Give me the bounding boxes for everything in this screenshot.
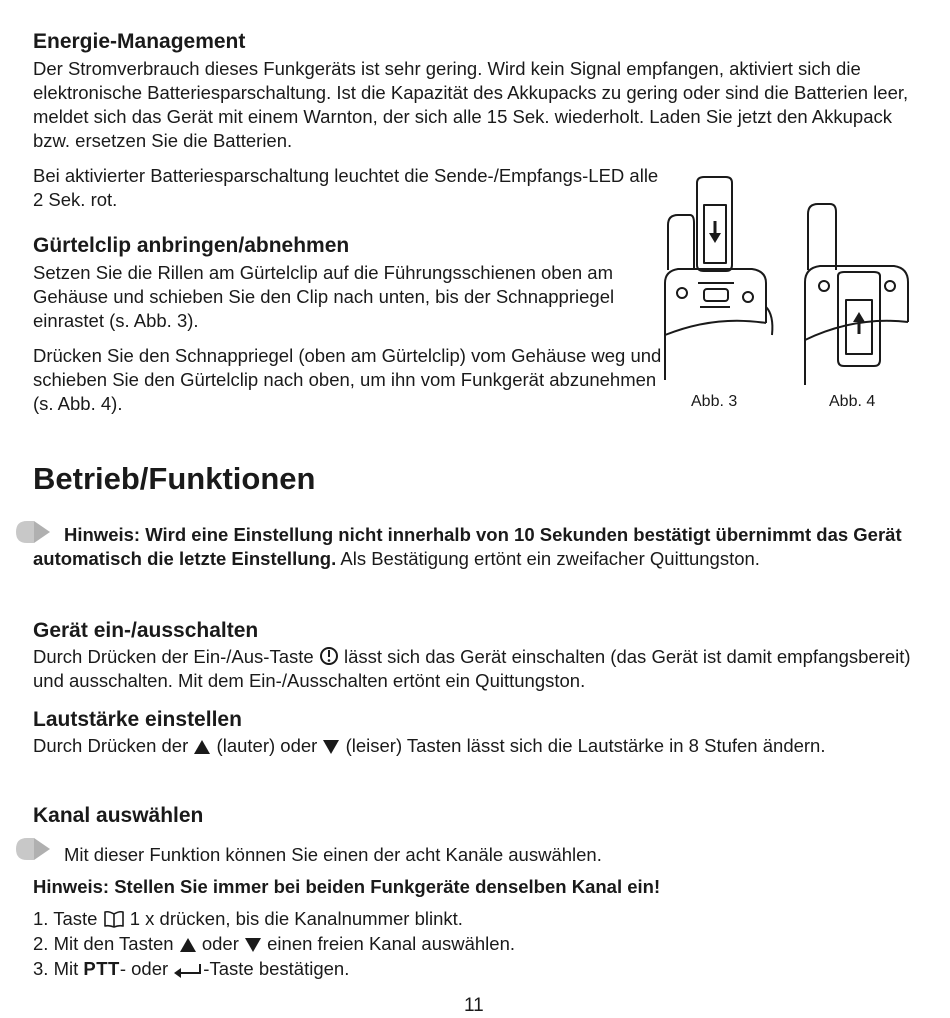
volume-text-3: (leiser) Tasten lässt sich die Lautstärke in 8 Stufen ändern. [340,735,826,756]
triangle-up-icon [193,739,211,755]
step-1-text-a: 1. Taste [33,908,103,929]
energy-paragraph-2: Bei aktivierter Batteriesparschaltung leuchtet die Sende-/Empfangs-LED alle 2 Sek. rot. [33,165,659,210]
step-1-text-b: 1 x drücken, bis die Kanalnummer blinkt. [124,908,463,929]
triangle-down-icon [244,937,262,953]
channel-hint: Hinweis: Stellen Sie immer bei beiden Funkgeräte denselben Kanal ein! [33,876,661,897]
belt-clip-attach-figure [660,175,780,385]
ptt-key-label: PTT [83,958,120,979]
volume-text-2: (lauter) oder [211,735,323,756]
heading-volume: Lautstärke einstellen [33,708,242,731]
step-2-text-c: einen freien Kanal auswählen. [262,933,516,954]
operation-hint-rest: Als Bestätigung ertönt ein zweifacher Quittungston. [336,548,760,569]
operation-hint-bold: Hinweis: Wird eine Einstellung nicht innerhalb von 10 Sekunden bestätigt übernimmt das Gerät automatisch die letzte Einstellung. [33,524,902,569]
operation-hint [33,523,913,571]
step-3-text-a: 3. Mit [33,958,84,979]
power-text-before: Durch Drücken der Ein-/Aus-Taste [33,646,319,667]
figure-4-caption: Abb. 4 [829,393,876,410]
step-2-text-a: 2. Mit den Tasten [33,933,179,954]
volume-text-1: Durch Drücken der [33,735,194,756]
heading-energy-management: Energie-Management [33,30,246,53]
step-3-text-b: - oder [119,958,174,979]
channel-intro: Mit dieser Funktion können Sie einen der acht Kanäle auswählen. [64,844,602,865]
triangle-up-icon [179,937,197,953]
heading-power: Gerät ein-/ausschalten [33,619,259,642]
hint-arrow-icon [14,836,52,862]
channel-step-1 [33,907,463,931]
channel-step-3 [33,957,349,981]
belt-clip-paragraph-2: Drücken Sie den Schnappriegel (oben am Gürtelclip) vom Gehäuse weg und schieben Sie den Gürtelclip nach oben, um ihn vom Funkgerät abzunehmen (s. Abb. 4). [33,345,662,414]
power-text-after: lässt sich das Gerät einschalten (das Gerät ist damit empfangsbereit) und ausschalten. Mit dem Ein-/Ausschalten ertönt ein Quittungston. [33,646,911,691]
step-2-text-b: oder [196,933,244,954]
energy-paragraph-1: Der Stromverbrauch dieses Funkgeräts ist sehr gering. Wird kein Signal empfangen, aktiviert sich die elektronische Batteriesparschaltung. Ist die Kapazität des Akkupacks zu gering oder sind die Batterien leer, meldet sich das Gerät mit einem Warnton, der sich alle 15 Sek. wiederholt. Laden Sie jetzt den Akkupack bzw. ersetzen Sie die Batterien. [33,58,909,151]
page-title-operation: Betrieb/Funktionen [33,461,316,496]
heading-channel: Kanal auswählen [33,804,204,827]
enter-arrow-icon [173,962,203,978]
belt-clip-paragraph-1: Setzen Sie die Rillen am Gürtelclip auf die Führungsschienen oben am Gehäuse und schieben Sie den Clip nach unten, bis der Schnappriegel einrastet (s. Abb. 3). [33,262,615,331]
heading-belt-clip: Gürtelclip anbringen/abnehmen [33,234,350,257]
figure-3-caption: Abb. 3 [691,393,738,410]
power-paragraph [33,645,913,693]
belt-clip-remove-figure [800,200,920,390]
channel-step-2 [33,932,515,956]
page-number: 11 [464,995,484,1016]
power-icon [319,646,339,666]
volume-paragraph [33,734,913,758]
step-3-text-c: -Taste bestätigen. [203,958,350,979]
book-icon [103,910,125,928]
triangle-down-icon [322,739,340,755]
